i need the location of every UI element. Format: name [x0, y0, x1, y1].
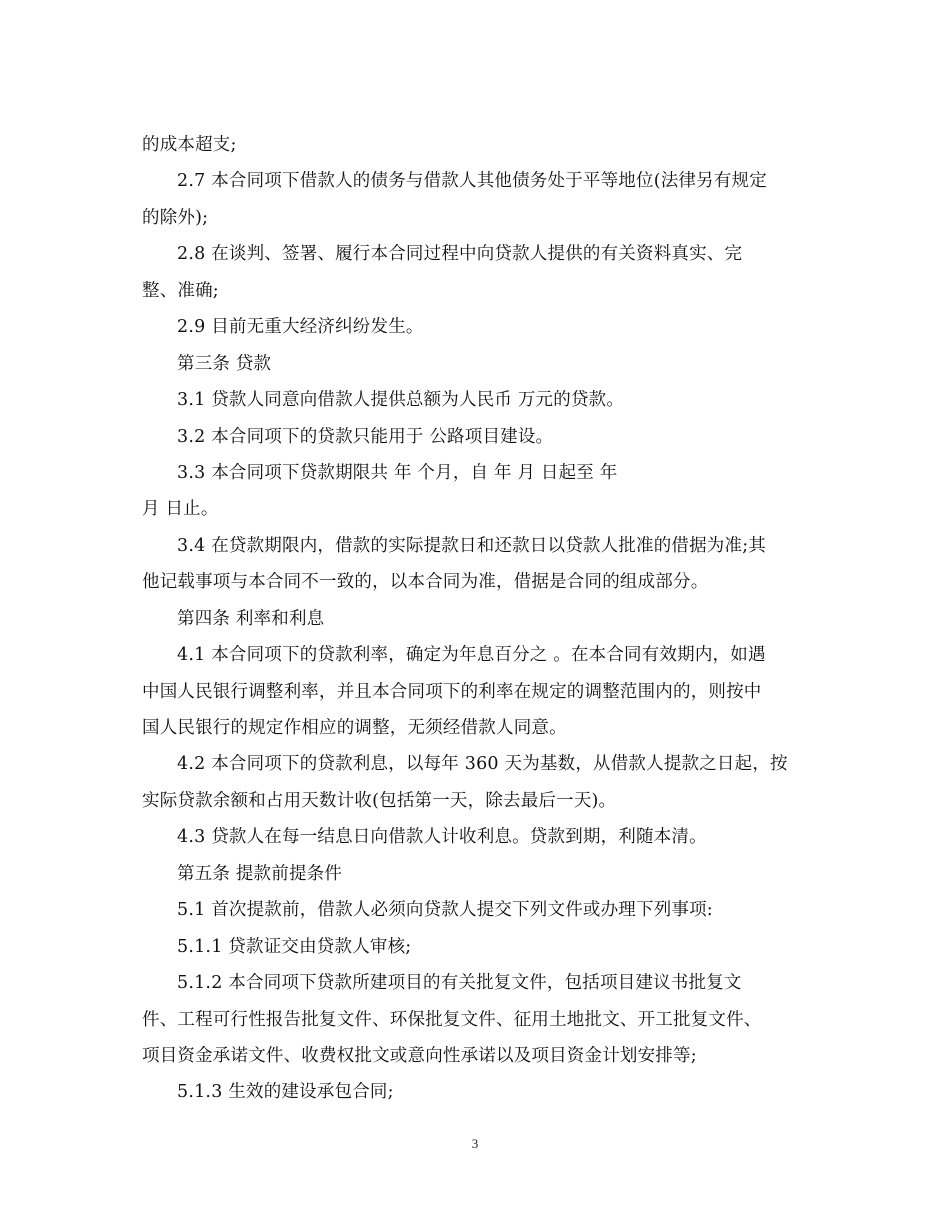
text-line: 实际贷款余额和占用天数计收(包括第一天，除去最后一天)。 — [142, 790, 617, 811]
clause-2-7: 2.7 本合同项下借款人的债务与借款人其他债务处于平等地位(法律另有规定 — [177, 171, 767, 192]
clause-4-1: 4.1 本合同项下的贷款利率，确定为年息百分之 。在本合同有效期内，如遇 — [177, 645, 766, 666]
article-3-heading: 第三条 贷款 — [177, 353, 272, 374]
clause-2-9: 2.9 目前无重大经济纠纷发生。 — [177, 317, 424, 338]
clause-4-3: 4.3 贷款人在每一结息日向借款人计收利息。贷款到期，利随本清。 — [177, 827, 707, 848]
clause-2-8: 2.8 在谈判、签署、履行本合同过程中向贷款人提供的有关资料真实、完 — [177, 244, 743, 265]
clause-3-4: 3.4 在贷款期限内，借款的实际提款日和还款日以贷款人批准的借据为准;其 — [177, 535, 766, 556]
text-line: 整、准确; — [142, 280, 219, 301]
page-number: 3 — [471, 1136, 479, 1151]
clause-3-1: 3.1 贷款人同意向借款人提供总额为人民币 万元的贷款。 — [177, 390, 625, 411]
clause-5-1: 5.1 首次提款前，借款人必须向贷款人提交下列文件或办理下列事项: — [177, 900, 713, 921]
text-line: 的成本超支; — [142, 135, 237, 155]
document-body — [142, 127, 822, 1111]
text-line: 的除外); — [142, 207, 209, 228]
text-line: 中国人民银行调整利率，并且本合同项下的利率在规定的调整范围内的，则按中 — [142, 681, 762, 702]
clause-3-3: 3.3 本合同项下贷款期限共 年 个月，自 年 月 日起至 年 — [177, 462, 618, 483]
text-line: 件、工程可行性报告批复文件、环保批复文件、征用土地批文、开工批复文件、 — [142, 1009, 762, 1030]
clause-4-2: 4.2 本合同项下的贷款利息，以每年 360 天为基数，从借款人提款之日起，按 — [177, 754, 788, 775]
text-line: 国人民银行的规定作相应的调整，无须经借款人同意。 — [142, 718, 567, 738]
text-line: 项目资金承诺文件、收费权批文或意向性承诺以及项目资金计划安排等; — [142, 1045, 697, 1066]
clause-3-2: 3.2 本合同项下的贷款只能用于 公路项目建设。 — [177, 426, 554, 447]
article-4-heading: 第四条 利率和利息 — [177, 608, 325, 629]
text-line: 月 日止。 — [142, 499, 219, 520]
clause-5-1-2: 5.1.2 本合同项下贷款所建项目的有关批复文件，包括项目建议书批复文 — [177, 973, 742, 994]
text-line: 他记载事项与本合同不一致的，以本合同为准，借据是合同的组成部分。 — [142, 572, 709, 593]
article-5-heading: 第五条 提款前提条件 — [177, 863, 343, 884]
clause-5-1-3: 5.1.3 生效的建设承包合同; — [177, 1082, 394, 1103]
clause-5-1-1: 5.1.1 贷款证交由贷款人审核; — [177, 936, 412, 957]
